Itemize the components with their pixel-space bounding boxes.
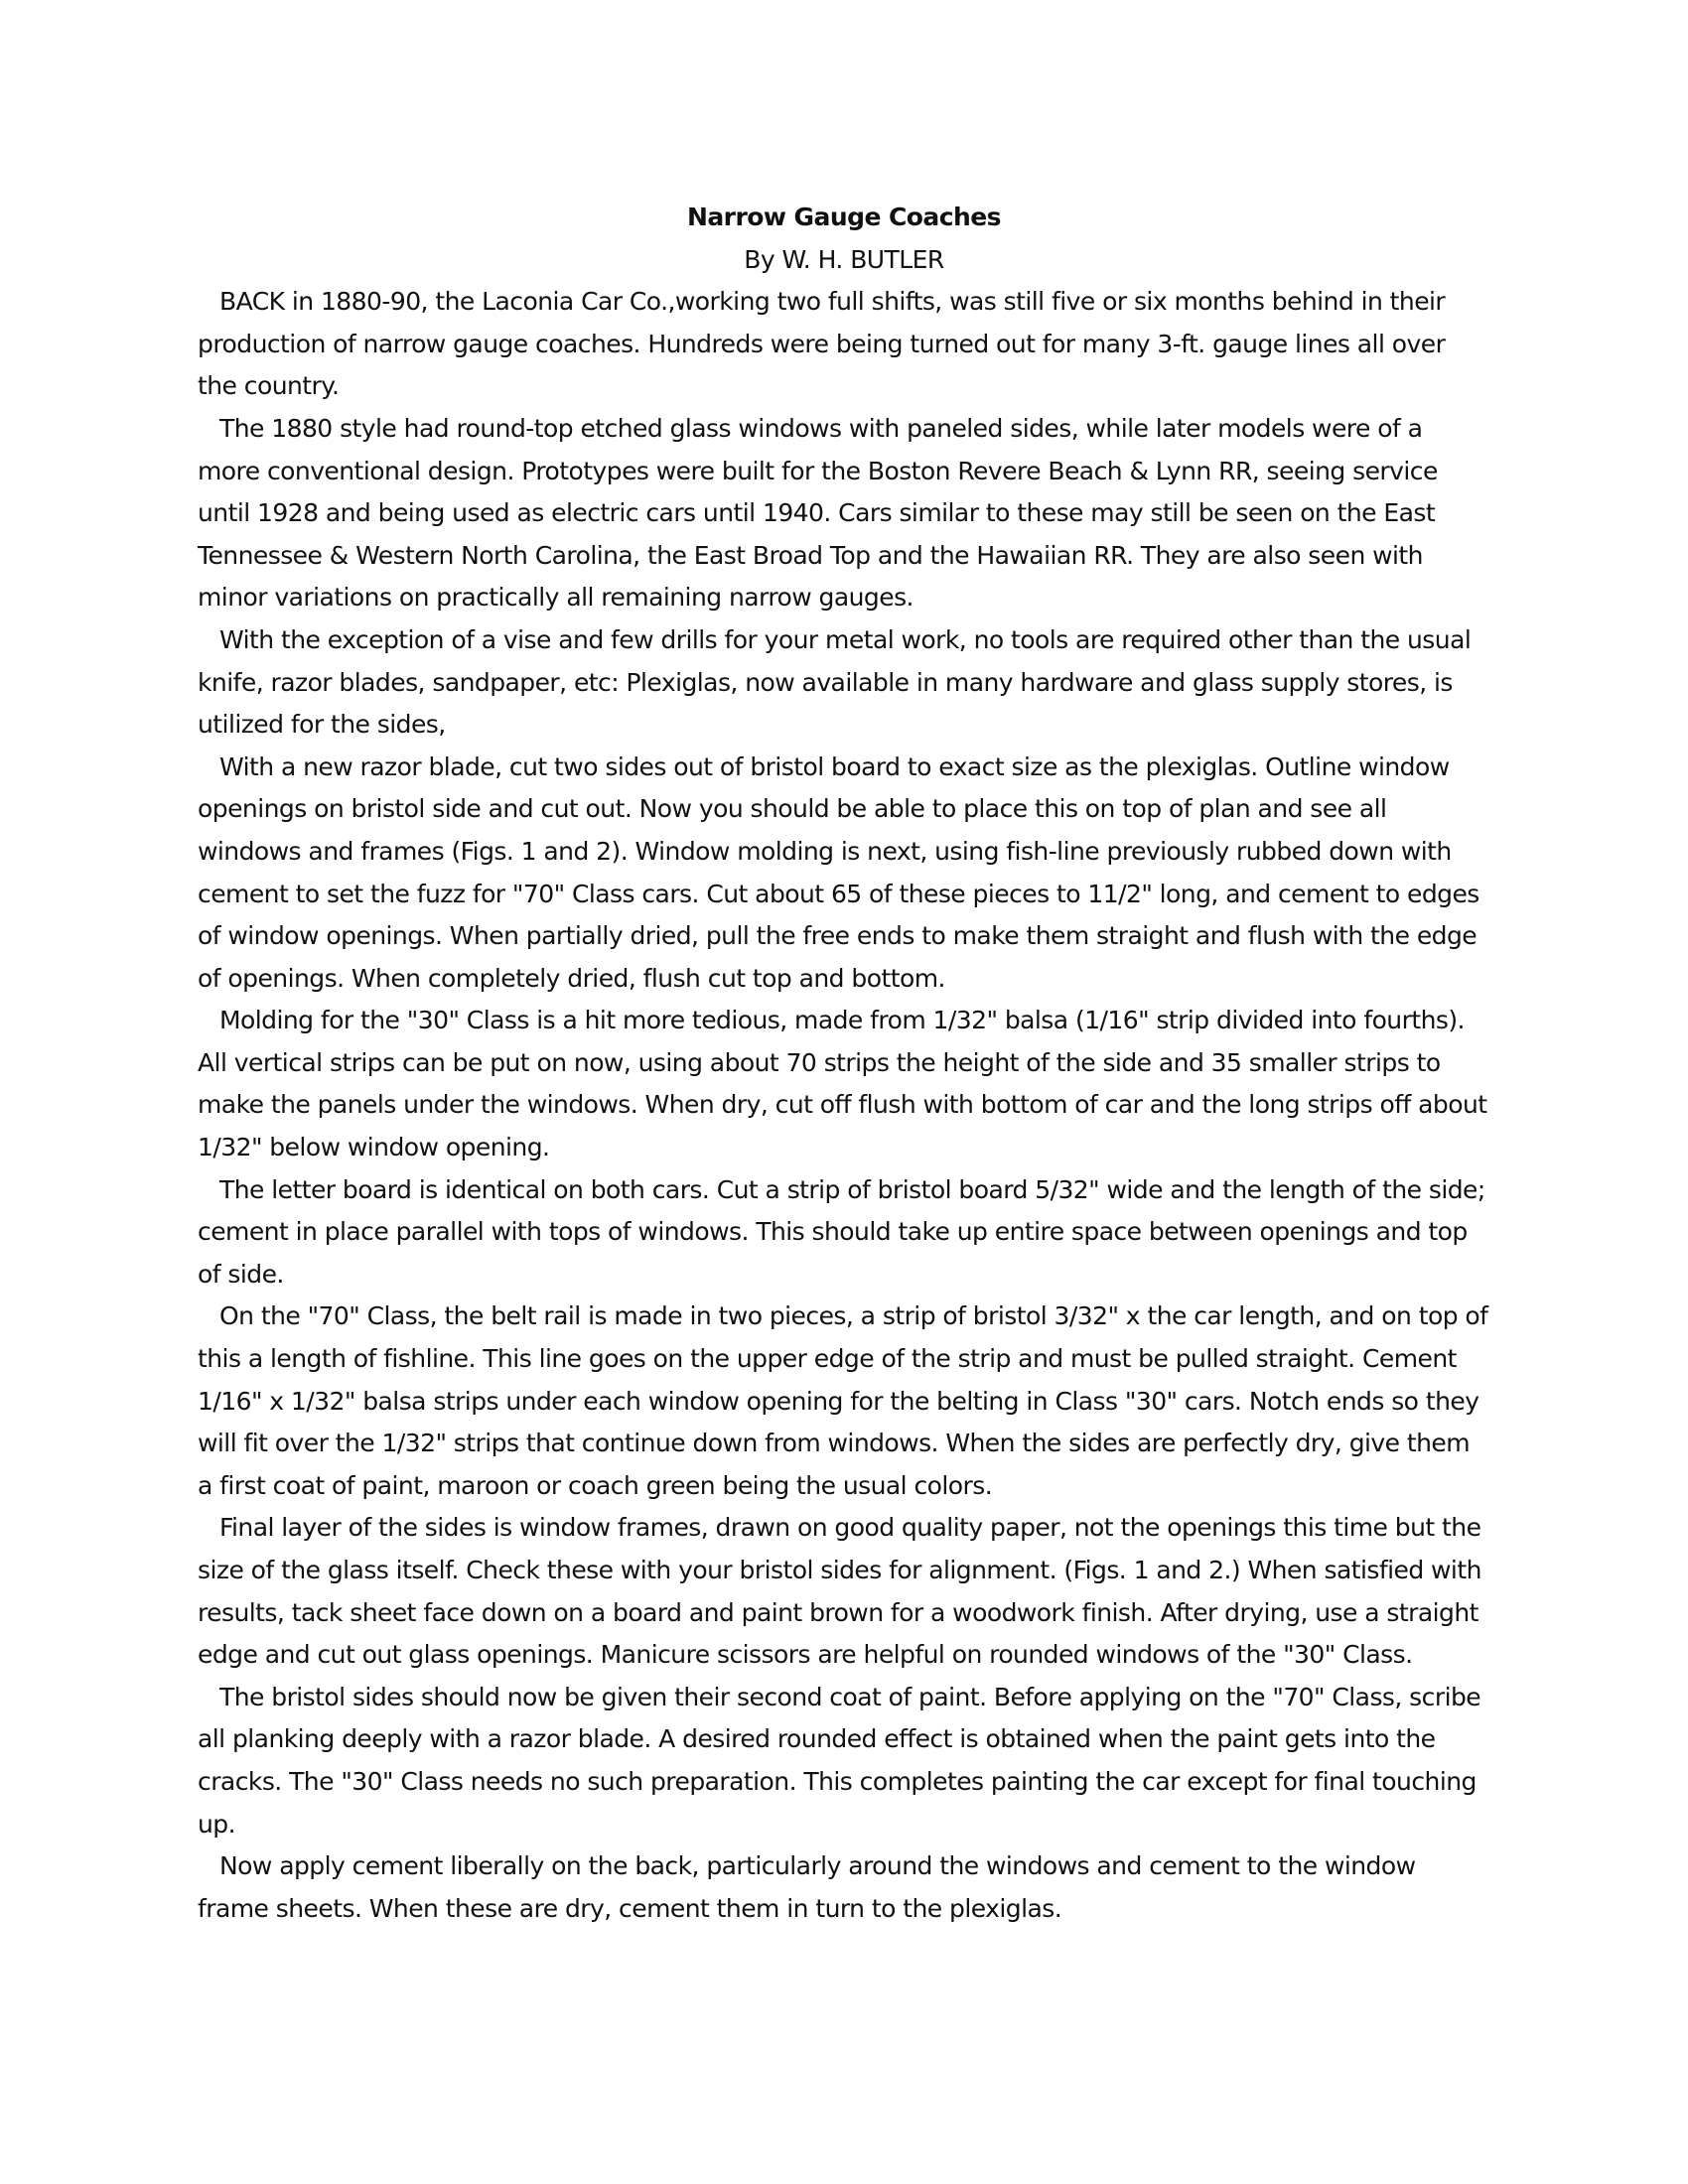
article-byline: By W. H. BUTLER — [744, 244, 944, 274]
paragraph-10: Now apply cement liberally on the back, particularly around the windows and cement to the window frame sheets. When these are dry, cement them in turn to the plexiglas. — [198, 1851, 1416, 1923]
paragraph-1: BACK in 1880-90, the Laconia Car Co.,working two full shifts, was still five or six months behind in their production of narrow gauge coaches. Hundreds were being turned out for many 3-ft. gauge lines all over the country. — [198, 287, 1446, 401]
article-title: Narrow Gauge Coaches — [686, 203, 1001, 231]
paragraph-2: The 1880 style had round-top etched glass windows with paneled sides, while later models were of a more conventional design. Prototypes were built for the Boston Revere Beach & Lynn RR, seeing service until 1928 and being used as electric cars until 1940. Cars similar to these may still be seen on the East Tennessee & Western North Carolina, the East Broad Top and the Hawaiian RR. They are also seen with minor variations on practically all remaining narrow gauges. — [198, 413, 1438, 613]
paragraph-4: With a new razor blade, cut two sides out of bristol board to exact size as the plexiglas. Outline window openings on bristol side and cut out. Now you should be able to place this on top of plan and see all windows and frames (Figs. 1 and 2). Window molding is next, using fish-line previously rubbed down with cement to set the fuzz for "70" Class cars. Cut about 65 of these pieces to 11/2" long, and cement to edges of window openings. When partially dried, pull the free ends to make them straight and flush with the edge of openings. When completely dried, flush cut top and bottom. — [198, 751, 1479, 993]
article-body — [198, 197, 1490, 1930]
paragraph-6: The letter board is identical on both cars. Cut a strip of bristol board 5/32" wide and the length of the side; cement in place parallel with tops of windows. This should take up entire space between openings and top of side. — [198, 1174, 1485, 1289]
paragraph-5: Molding for the "30" Class is a hit more tedious, made from 1/32" balsa (1/16" strip divided into fourths). All vertical strips can be put on now, using about 70 strips the height of the side and 35 smaller strips to make the panels under the windows. When dry, cut off flush with bottom of car and the long strips off about 1/32" below window opening. — [198, 1006, 1487, 1162]
paragraph-3: With the exception of a vise and few drills for your metal work, no tools are required other than the usual knife, razor blades, sandpaper, etc: Plexiglas, now available in many hardware and glass supply stores, is utilized for the sides, — [198, 624, 1472, 740]
paragraph-9: The bristol sides should now be given their second coat of paint. Before applying on the "70" Class, scribe all planking deeply with a razor blade. A desired rounded effect is obtained when the paint gets into the cracks. The "30" Class needs no such preparation. This completes painting the car except for final touching up. — [198, 1682, 1481, 1839]
paragraph-7: On the "70" Class, the belt rail is made in two pieces, a strip of bristol 3/32" x the car length, and on top of this a length of fishline. This line goes on the upper edge of the strip and must be pulled straight. Cement 1/16" x 1/32" balsa strips under each window opening for the belting in Class "30" cars. Notch ends so they will fit over the 1/32" strips that continue down from windows. When the sides are perfectly dry, give them a first coat of paint, maroon or coach green being the usual colors. — [198, 1301, 1488, 1500]
paragraph-8: Final layer of the sides is window frames, drawn on good quality paper, not the openings this time but the size of the glass itself. Check these with your bristol sides for alignment. (Figs. 1 and 2.) When satisfied with results, tack sheet face down on a board and paint brown for a woodwork finish. After drying, use a straight edge and cut out glass openings. Manicure scissors are helpful on rounded windows of the "30" Class. — [198, 1513, 1481, 1670]
